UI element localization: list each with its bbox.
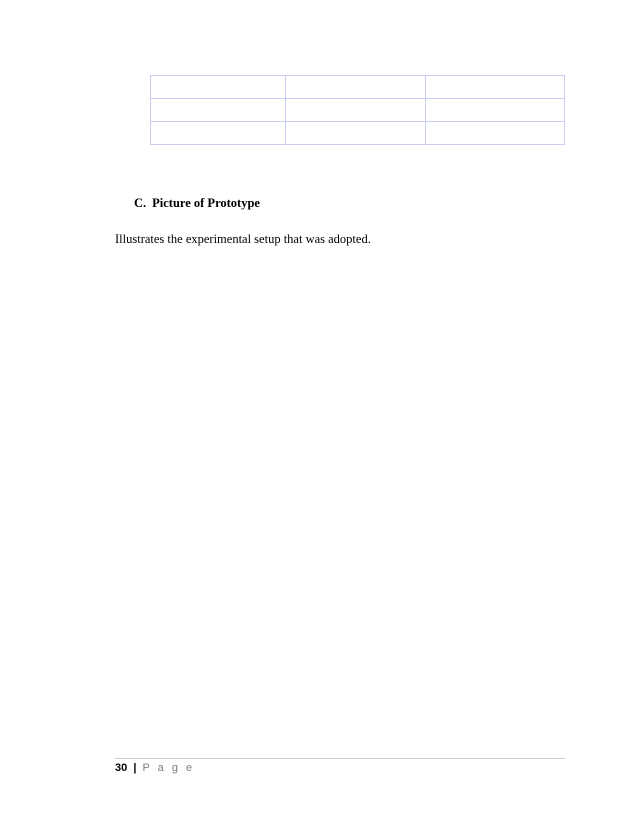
- section-title: Picture of Prototype: [152, 196, 260, 210]
- section-heading: [134, 196, 260, 211]
- table-cell: [286, 122, 426, 145]
- footer-divider: [115, 758, 565, 759]
- table-row: [151, 99, 565, 122]
- table-cell: [426, 99, 565, 122]
- table-row: [151, 76, 565, 99]
- table-cell: [151, 99, 286, 122]
- table-cell: [286, 76, 426, 99]
- table-row: [151, 122, 565, 145]
- table-cell: [151, 76, 286, 99]
- data-table: [150, 75, 565, 145]
- table-cell: [286, 99, 426, 122]
- section-marker: C.: [134, 196, 147, 210]
- body-paragraph: Illustrates the experimental setup that was adopted.: [115, 232, 371, 246]
- page-number: 30: [115, 762, 128, 774]
- table-cell: [426, 76, 565, 99]
- footer-separator: |: [133, 762, 137, 774]
- page-footer: [115, 762, 195, 774]
- page-label: P a g e: [142, 762, 195, 774]
- table-cell: [151, 122, 286, 145]
- table-cell: [426, 122, 565, 145]
